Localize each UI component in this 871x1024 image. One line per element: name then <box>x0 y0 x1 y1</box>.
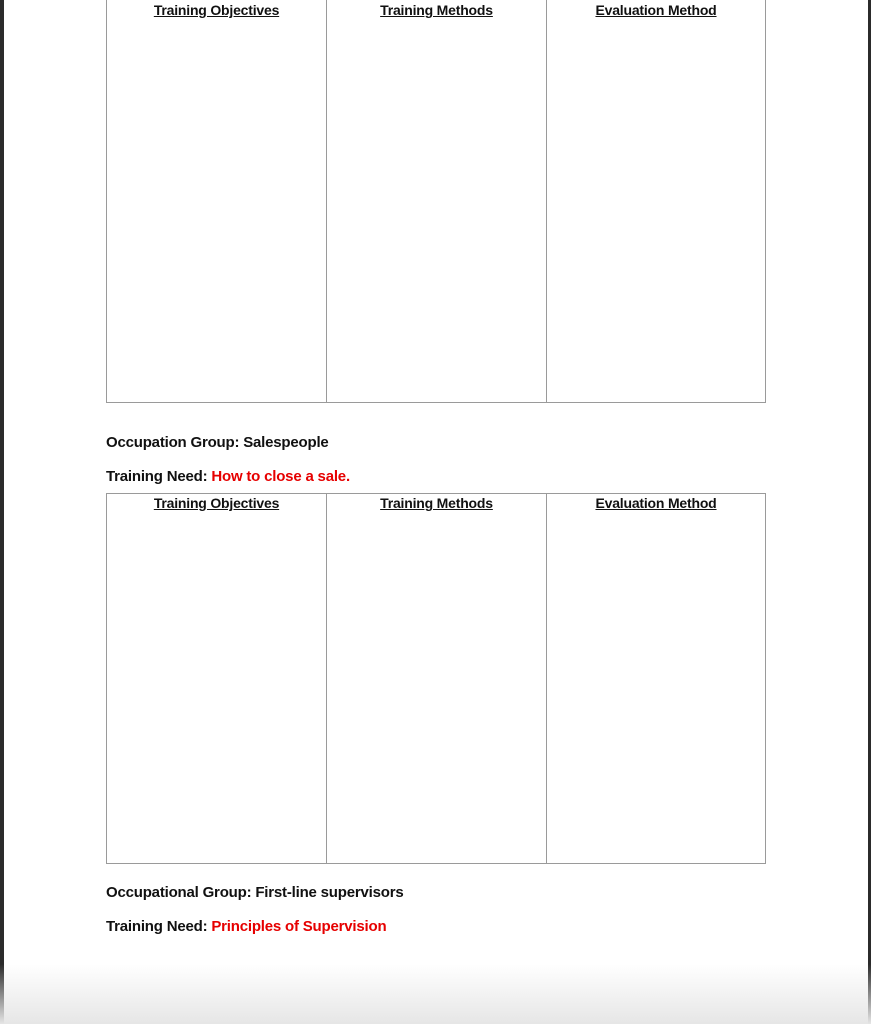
training-plan-table-2 <box>106 493 766 864</box>
occupation-group-line <box>106 434 329 451</box>
training-plan-table-1 <box>106 0 766 403</box>
header-training-methods: Training Methods <box>380 2 493 18</box>
occupational-group-value: First-line supervisors <box>255 884 404 901</box>
training-need-value: How to close a sale. <box>211 468 350 485</box>
column-training-objectives <box>107 494 326 863</box>
occupational-group-label: Occupational Group: <box>106 884 252 901</box>
column-training-methods <box>326 0 546 402</box>
training-need-label-2: Training Need: <box>106 918 208 935</box>
header-evaluation-method: Evaluation Method <box>595 2 717 18</box>
training-need-line <box>106 468 350 485</box>
column-training-objectives <box>107 0 326 402</box>
header-evaluation-method: Evaluation Method <box>595 495 717 511</box>
column-training-methods <box>326 494 546 863</box>
occupation-group-label: Occupation Group: <box>106 434 240 451</box>
document-page <box>4 0 868 1024</box>
header-training-objectives: Training Objectives <box>153 2 280 18</box>
header-training-methods: Training Methods <box>380 495 493 511</box>
training-need-label: Training Need: <box>106 468 208 485</box>
occupation-group-value: Salespeople <box>243 434 329 451</box>
column-evaluation-method <box>546 0 765 402</box>
header-training-objectives: Training Objectives <box>153 495 280 511</box>
occupational-group-line <box>106 884 404 901</box>
bottom-fade <box>0 964 871 1024</box>
training-need-value-2: Principles of Supervision <box>211 918 387 935</box>
training-need-line-2 <box>106 918 386 935</box>
column-evaluation-method <box>546 494 765 863</box>
